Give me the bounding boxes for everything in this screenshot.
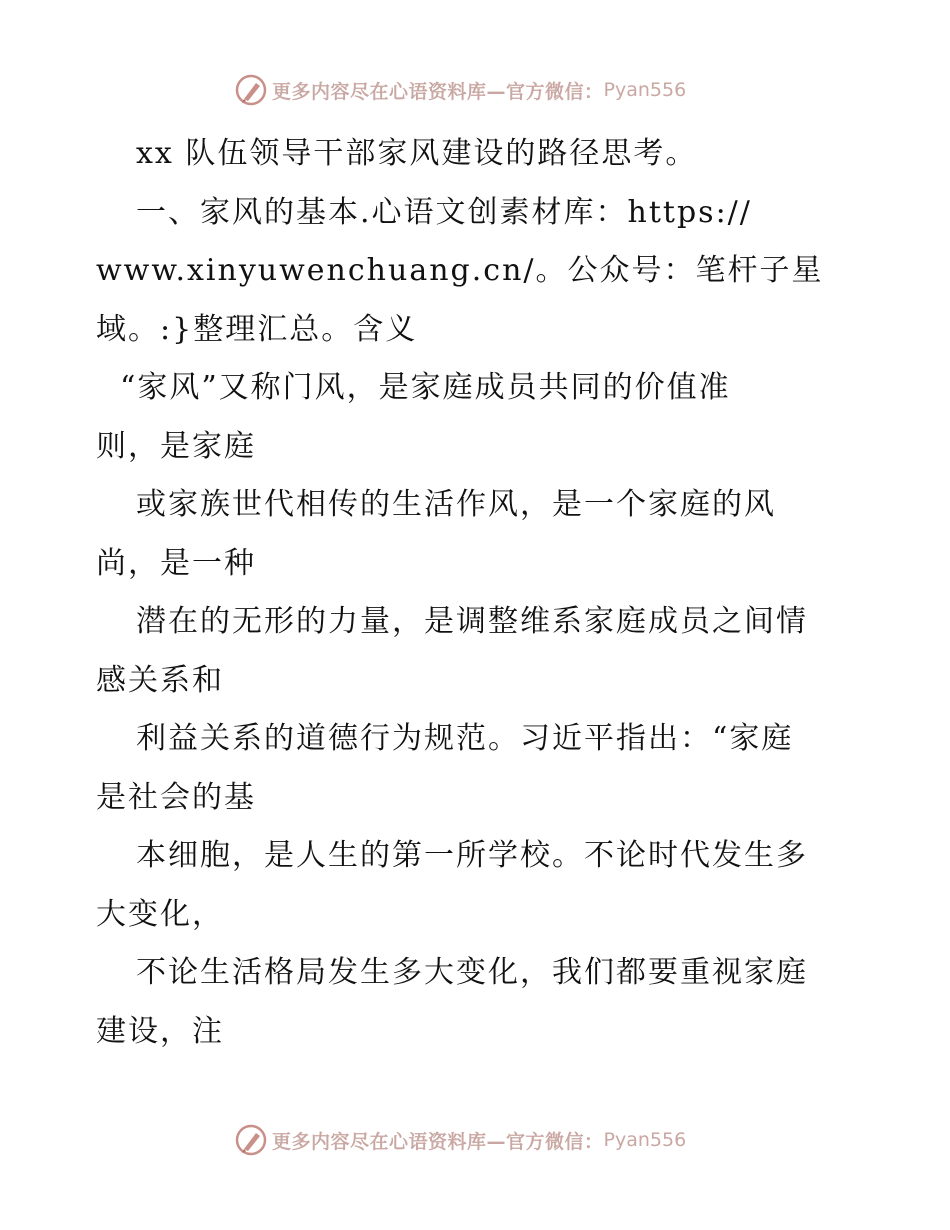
text-line: 不论生活格局发生多大变化，我们都要重视家庭 [136, 955, 808, 990]
header-watermark [234, 72, 686, 108]
pen-nib-icon [234, 73, 268, 107]
text-line: 则，是家庭 [96, 428, 256, 464]
text-line: 感关系和 [96, 662, 224, 698]
text-line: 建设，注 [96, 1013, 224, 1049]
watermark-text: 更多内容尽在心语资料库—官方微信： [272, 1130, 604, 1153]
text-line: 域。:}整理汇总。含义 [96, 311, 418, 347]
text-line: 大变化， [96, 896, 224, 932]
text-line: 或家族世代相传的生活作风，是一个家庭的风 [136, 487, 776, 522]
text-line: 是社会的基 [96, 779, 256, 815]
text-line: 本细胞，是人生的第一所学校。不论时代发生多 [136, 838, 808, 873]
footer-watermark [234, 1122, 686, 1158]
watermark-text: 更多内容尽在心语资料库—官方微信： [272, 80, 604, 103]
text-line: 潜在的无形的力量，是调整维系家庭成员之间情 [136, 604, 808, 639]
document-title: xx 队伍领导干部家风建设的路径思考。 [136, 136, 698, 171]
pen-nib-icon [234, 1123, 268, 1157]
text-line: 一、家风的基本.心语文创素材库：https:// [136, 194, 752, 230]
text-line: www.xinyuwenchuang.cn/。公众号：笔杆子星 [96, 253, 824, 288]
watermark-handle: Pyan556 [603, 79, 687, 101]
text-line: “家风”又称门风，是家庭成员共同的价值准 [120, 370, 731, 405]
text-line: 利益关系的道德行为规范。习近平指出：“家庭 [136, 721, 794, 756]
text-line: 尚，是一种 [96, 545, 256, 581]
watermark-handle: Pyan556 [603, 1129, 687, 1151]
document-body [96, 125, 856, 1061]
